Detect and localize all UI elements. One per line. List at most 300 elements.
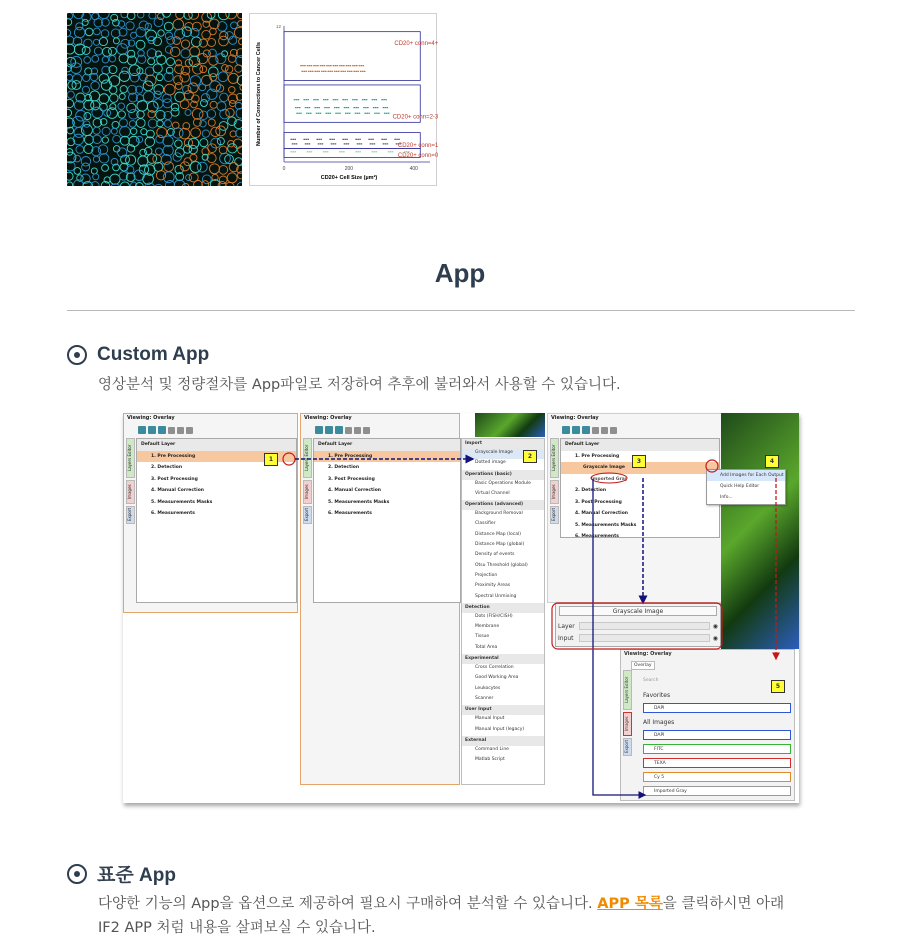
cell-outline [200, 66, 207, 73]
layers-icon[interactable] [572, 426, 580, 434]
overlay-dropdown[interactable]: Overlay [631, 661, 655, 670]
cell-outline [67, 99, 74, 107]
cell-outline [164, 162, 174, 172]
data-point [346, 99, 348, 100]
cell-outline [71, 56, 82, 67]
menu-item-add-images[interactable]: Add Images for Each Output [707, 470, 785, 481]
data-point [357, 139, 359, 140]
tree-item[interactable]: 1. Pre Processing [137, 451, 296, 463]
x-tick-label: 200 [344, 166, 354, 172]
tree-item[interactable]: 1. Pre Processing [314, 451, 460, 463]
data-point [363, 65, 365, 66]
cell-outline [119, 71, 129, 81]
side-tabs [623, 670, 632, 758]
data-point [381, 139, 383, 140]
cell-outline [163, 145, 173, 155]
cell-outline [182, 183, 188, 186]
menu-item[interactable]: Otsu Threshold (global) [475, 562, 528, 568]
standard-app-description [98, 892, 784, 940]
menu-item[interactable]: Distance Map (global) [475, 542, 525, 548]
cell-outline [83, 74, 90, 81]
collapse-icon[interactable] [177, 427, 184, 434]
x-tick-label: 0 [282, 166, 286, 172]
series-label: CD20+ conn=2-3 [392, 114, 438, 121]
menu-item[interactable]: Dotted image [475, 460, 506, 466]
cell-outline [92, 107, 103, 118]
cell-outline [103, 47, 112, 56]
tree-item[interactable]: 2. Detection [151, 465, 183, 470]
data-point [361, 65, 363, 66]
data-point [339, 151, 341, 152]
cell-outline [141, 129, 147, 135]
callout-2: 2 [523, 450, 537, 463]
data-point [364, 99, 366, 100]
cell-outline [117, 44, 128, 55]
layers-icon[interactable] [325, 426, 333, 434]
menu-item[interactable]: Grayscale Image [462, 449, 544, 459]
cell-outline [186, 175, 192, 181]
data-point [309, 65, 311, 66]
data-point [300, 65, 302, 66]
connections-chart-svg [250, 14, 438, 187]
cell-outline [238, 13, 242, 19]
tree-item[interactable]: 3. Post Processing [328, 476, 375, 482]
cell-outline [74, 168, 81, 175]
cell-outline [93, 156, 99, 162]
cell-outline [207, 38, 215, 46]
zoom-icon[interactable] [168, 427, 175, 434]
zoom-icon[interactable] [345, 427, 352, 434]
data-point [381, 99, 383, 100]
cell-outline [137, 111, 144, 118]
cell-outline [171, 103, 179, 111]
series-label: CD20+ conn=1 [397, 143, 438, 149]
layers-icon[interactable] [138, 426, 146, 434]
cell-outline [145, 75, 156, 86]
data-point [344, 143, 346, 144]
cell-outline [153, 155, 162, 164]
data-point [352, 65, 354, 66]
cell-outline [176, 13, 184, 19]
tree-item[interactable]: 2. Detection [328, 465, 360, 470]
zoom-icon[interactable] [592, 427, 599, 434]
data-point [305, 143, 307, 144]
data-point [323, 71, 325, 72]
tree-item[interactable]: 5. Measurements Masks [151, 499, 213, 505]
cell-outline [99, 37, 107, 45]
cell-outline [185, 109, 191, 115]
data-point [355, 107, 357, 108]
data-point [339, 65, 341, 66]
cell-outline [207, 110, 216, 119]
cell-outline [218, 72, 228, 82]
tab-layers-editor[interactable]: Layers Editor [126, 438, 135, 478]
data-point [344, 139, 346, 140]
data-point [318, 107, 320, 108]
cell-outline [93, 39, 99, 45]
cell-outline [149, 13, 156, 19]
cell-outline [175, 83, 182, 90]
tree-root[interactable]: Default Layer [314, 439, 460, 451]
data-point [337, 65, 339, 66]
x-axis-label: CD20+ Cell Size (µm²) [320, 175, 378, 181]
data-point [335, 99, 337, 100]
data-point [333, 143, 335, 144]
data-point [290, 139, 292, 140]
menu-item[interactable]: Background Removal [475, 511, 523, 517]
cell-outline [200, 139, 208, 147]
tab-images[interactable]: Images [623, 712, 632, 736]
tree-root[interactable]: Default Layer [561, 439, 719, 451]
layers-pane-1 [123, 413, 298, 613]
toolbar [124, 423, 297, 437]
cell-outline [93, 135, 101, 143]
cell-outline [220, 93, 228, 101]
cell-outline [113, 38, 119, 44]
data-point [357, 151, 359, 152]
data-point [308, 71, 310, 72]
data-point [366, 113, 368, 114]
tree-item[interactable]: Imported Gray [591, 476, 628, 482]
cell-outline [190, 76, 200, 86]
cell-outline [67, 19, 72, 26]
data-point [322, 65, 324, 66]
callout-5: 5 [771, 680, 785, 693]
section-title-app: App [434, 258, 486, 288]
menu-item[interactable]: Distance Map (local) [475, 531, 522, 537]
tree-item[interactable]: 3. Post Processing [575, 499, 622, 505]
tab-layers-editor[interactable]: Layers Editor [550, 438, 559, 478]
cell-outline [181, 40, 189, 48]
data-point [307, 107, 309, 108]
cell-outline [111, 128, 117, 134]
menu-item[interactable]: Membrane [475, 624, 500, 630]
data-point [292, 151, 294, 152]
menu-group-header: Experimental [462, 654, 544, 664]
menu-item-info[interactable]: Info... [720, 495, 733, 500]
tree-item[interactable]: 4. Manual Correction [151, 488, 205, 493]
data-point [392, 151, 394, 152]
cell-outline [112, 121, 119, 128]
data-point [372, 151, 374, 152]
data-point [320, 143, 322, 144]
collapse-icon[interactable] [601, 427, 608, 434]
cell-outline [126, 22, 134, 30]
data-point [325, 71, 327, 72]
tab-export[interactable]: Export [623, 738, 632, 756]
tab-images[interactable]: Images [126, 480, 135, 504]
data-point [296, 113, 298, 114]
tree-root[interactable]: Default Layer [137, 439, 296, 451]
input-select[interactable] [579, 634, 710, 642]
layers-icon[interactable] [315, 426, 323, 434]
data-point [347, 113, 349, 114]
menu-item[interactable]: Basic Operations Module [475, 480, 531, 486]
data-point [357, 143, 359, 144]
image-list-item[interactable]: Cy 5 [643, 772, 791, 782]
tree-item[interactable]: 4. Manual Correction [575, 511, 629, 516]
app-list-link[interactable]: APP 목록 [597, 896, 663, 912]
tree-item[interactable]: 1. Pre Processing [575, 453, 620, 459]
tree-item[interactable]: 6. Measurements [151, 511, 195, 516]
cell-outline [219, 166, 228, 175]
layer-tree [560, 438, 720, 538]
cell-outline [164, 120, 171, 127]
cell-outline [101, 30, 109, 38]
cell-outline [120, 126, 131, 137]
data-point [352, 99, 354, 100]
data-point [370, 143, 372, 144]
cell-outline [120, 136, 129, 145]
data-point [359, 139, 361, 140]
menu-item[interactable]: Classifier [475, 521, 496, 527]
cell-outline [181, 49, 190, 58]
cell-outline [109, 86, 117, 94]
tree-item[interactable]: 4. Manual Correction [328, 488, 382, 493]
menu-item[interactable]: Density of events [475, 552, 515, 558]
menu-item[interactable]: Scanner [475, 695, 494, 701]
data-point [366, 99, 368, 100]
cell-outline [219, 146, 227, 154]
data-point [338, 107, 340, 108]
data-point [348, 143, 350, 144]
layer-select[interactable] [579, 622, 710, 630]
cell-outline [76, 110, 87, 121]
cell-outline [225, 66, 232, 73]
tree-item[interactable]: 6. Measurements [575, 534, 619, 539]
data-point [317, 99, 319, 100]
cell-outline [222, 65, 229, 72]
menu-item[interactable]: Matlab Script [475, 757, 505, 763]
cell-outline [167, 58, 175, 66]
menu-item[interactable]: Projection [475, 572, 498, 578]
menu-item[interactable]: Proximity Areas [475, 583, 511, 589]
cell-outline [102, 165, 109, 172]
data-point [315, 99, 317, 100]
cell-outline [179, 128, 190, 139]
cell-outline [228, 73, 238, 83]
data-point [335, 65, 337, 66]
menu-item[interactable]: Tissue [475, 634, 490, 640]
data-point [370, 139, 372, 140]
cell-outline [92, 55, 99, 62]
data-point [344, 71, 346, 72]
data-point [311, 65, 313, 66]
data-point [342, 139, 344, 140]
cell-outline [163, 136, 173, 146]
tab-layers-editor[interactable]: Layers Editor [303, 438, 312, 478]
cell-outline [200, 100, 207, 107]
data-point [328, 107, 330, 108]
data-point [348, 65, 350, 66]
tab-images[interactable]: Images [303, 480, 312, 504]
data-point [385, 107, 387, 108]
menu-item[interactable]: Spectral Unmixing [475, 593, 517, 599]
tab-images[interactable]: Images [550, 480, 559, 504]
cell-outline [235, 158, 242, 166]
image-list-item[interactable]: FITC [643, 744, 791, 754]
data-point [365, 107, 367, 108]
cell-outline [93, 127, 100, 134]
menu-item[interactable]: Command Line [475, 746, 509, 752]
menu-item-quick-help[interactable]: Quick Help Editor [720, 484, 760, 489]
data-point [307, 139, 309, 140]
data-point [383, 139, 385, 140]
eye-icon[interactable]: ◉ [712, 622, 718, 630]
cell-outline [199, 39, 207, 47]
cell-outline [190, 47, 200, 57]
cell-outline [156, 171, 165, 180]
cell-outline [183, 85, 191, 93]
cell-outline [154, 184, 163, 186]
cell-outline [157, 55, 166, 64]
data-point [343, 65, 345, 66]
section-divider [67, 310, 855, 311]
tree-item[interactable]: 6. Measurements [328, 511, 372, 516]
menu-group-header: Detection [462, 603, 544, 613]
eye-icon[interactable]: ◉ [712, 634, 718, 642]
data-point [335, 143, 337, 144]
data-point [334, 107, 336, 108]
cell-outline [91, 101, 100, 110]
data-point [355, 139, 357, 140]
expand-icon[interactable] [186, 427, 193, 434]
data-point [355, 71, 357, 72]
list-icon[interactable] [335, 426, 343, 434]
search-input[interactable]: Search [643, 678, 659, 683]
data-point [398, 139, 400, 140]
data-point [368, 113, 370, 114]
menu-group-header: Operations (basic) [462, 470, 544, 480]
series-label: CD20+ conn=0 [397, 152, 438, 159]
data-point [294, 143, 296, 144]
data-point [387, 143, 389, 144]
bullet-icon [67, 345, 87, 365]
image-list-item[interactable]: DAPI [643, 703, 791, 713]
tree-item[interactable]: 5. Measurements Masks [575, 522, 637, 528]
menu-item[interactable]: Leukocytes [475, 685, 501, 691]
data-point [359, 151, 361, 152]
cell-outline [119, 93, 125, 99]
layers-icon[interactable] [562, 426, 570, 434]
cell-outline [120, 86, 127, 93]
tab-export[interactable]: Export [303, 506, 312, 524]
data-point [314, 107, 316, 108]
menu-item[interactable]: Manual Input (legacy) [475, 726, 525, 732]
menu-item[interactable]: Cross Correlation [475, 665, 514, 671]
data-point [346, 143, 348, 144]
data-point [339, 113, 341, 114]
data-point [311, 151, 313, 152]
layers-icon[interactable] [148, 426, 156, 434]
cell-outline [197, 162, 207, 172]
cell-outline [153, 64, 162, 73]
data-point [359, 143, 361, 144]
tree-item[interactable]: 2. Detection [575, 488, 607, 493]
standard-app-title: 표준 App [97, 865, 176, 886]
data-point [333, 65, 335, 66]
data-point [312, 71, 314, 72]
menu-item[interactable]: Good Working Area [475, 675, 519, 681]
tree-item[interactable]: 3. Post Processing [151, 476, 198, 482]
tab-export[interactable]: Export [550, 506, 559, 524]
data-point [309, 151, 311, 152]
data-point [316, 71, 318, 72]
cell-outline [194, 180, 203, 186]
data-point [330, 65, 332, 66]
data-point [329, 113, 331, 114]
data-point [328, 65, 330, 66]
data-point [385, 99, 387, 100]
tree-item[interactable]: 5. Measurements Masks [328, 499, 390, 505]
cell-outline [91, 168, 97, 174]
connections-chart [249, 13, 437, 186]
data-point [331, 71, 333, 72]
expand-icon[interactable] [610, 427, 617, 434]
menu-item[interactable]: Dots (FISH/CISH) [475, 613, 513, 619]
cell-outline [140, 149, 147, 156]
cell-outline [143, 91, 154, 102]
cell-outline [82, 47, 90, 55]
data-point [318, 71, 320, 72]
collapse-icon[interactable] [354, 427, 361, 434]
cell-outline [102, 127, 110, 135]
cell-outline [129, 65, 140, 76]
data-point [296, 99, 298, 100]
data-point [383, 107, 385, 108]
expand-icon[interactable] [363, 427, 370, 434]
image-list-item[interactable]: TEXA [643, 758, 791, 768]
callout-3: 3 [632, 455, 646, 468]
microscopy-image [67, 13, 242, 186]
cell-outline [82, 163, 90, 171]
side-tabs [550, 438, 559, 526]
data-point [341, 65, 343, 66]
list-icon[interactable] [158, 426, 166, 434]
data-point [313, 99, 315, 100]
tab-layers-editor[interactable]: Layers Editor [623, 670, 632, 710]
list-icon[interactable] [582, 426, 590, 434]
data-point [309, 143, 311, 144]
data-point [329, 71, 331, 72]
image-list-item[interactable]: Imported Gray [643, 786, 791, 796]
context-menu [706, 469, 786, 505]
menu-item[interactable]: Total Area [475, 644, 498, 650]
cell-outline [136, 119, 145, 128]
cell-outline [191, 128, 201, 138]
cell-outline [220, 109, 230, 119]
data-point [349, 71, 351, 72]
data-point [315, 65, 317, 66]
image-list-item[interactable]: DAPI [643, 730, 791, 740]
data-point [294, 151, 296, 152]
layer-tree [313, 438, 461, 603]
cell-outline [236, 129, 242, 137]
y-axis-label: Number of Connections to Cancer Cells [256, 42, 262, 146]
menu-item[interactable]: Virtual Channel [475, 490, 510, 496]
cell-outline [155, 148, 162, 155]
tree-item[interactable]: Grayscale Image [561, 462, 719, 474]
cell-outline [94, 47, 102, 55]
data-point [368, 139, 370, 140]
cell-outline [127, 103, 136, 112]
data-point [374, 113, 376, 114]
menu-group-header: External [462, 736, 544, 746]
tab-export[interactable]: Export [126, 506, 135, 524]
cell-outline [229, 87, 236, 94]
y-tick-label: 12 [275, 24, 281, 29]
menu-item[interactable]: Manual Input [475, 716, 505, 722]
